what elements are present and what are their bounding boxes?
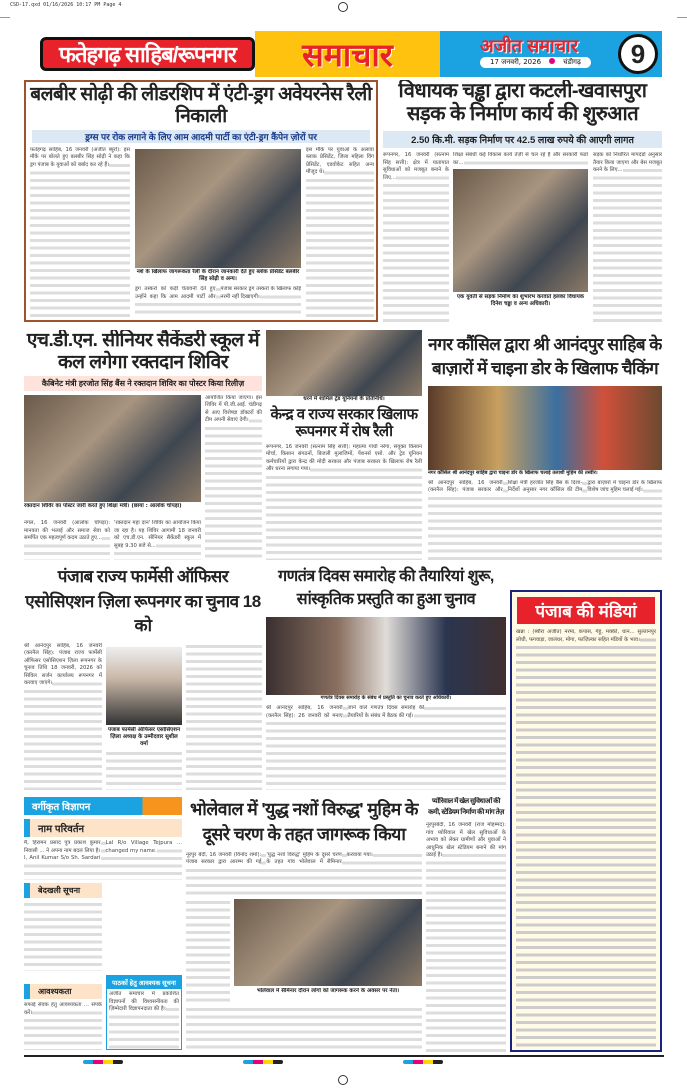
- subheadline: ड्रग्स पर रोक लगाने के लिए आम आदमी पार्टी का एंटी-ड्रग कैंपेन ज़ोरों पर: [32, 130, 370, 143]
- article-body: आयोजित किया जाएगा। इस शिविर में पी.जी.आई. चंडीगढ़ से आए विशेषज्ञ डॉक्टरों की टीम अपनी सेवाएं देगी।: [205, 395, 262, 560]
- article-columns: [186, 852, 422, 1052]
- paper-info: [440, 31, 662, 77]
- reader-notice: [106, 975, 182, 1050]
- article-body: ड्रग तस्करों को कड़ी चेतावनी देते हुए उन्होंने कहा कि आम आदमी पार्टी और पंजाब सरकार ड्रग तस्करों के खिलाफ कोई नरमी नहीं दिखाएगी।: [135, 286, 301, 318]
- article-body: सड़क को निर्धारित मापदंडों अनुसार तैयार किया जाएगा और बेस मजबूत करने के लिए...: [593, 152, 662, 322]
- photo-caption: गणतंत्र दिवस समारोह के संबंध में प्रस्तुति का चुनाव करते हुए अधिकारी।: [320, 695, 452, 702]
- headline: गणतंत्र दिवस समारोह की तैयारियां शुरू, सांस्कृतिक प्रस्तुति का हुआ चुनाव: [278, 568, 494, 609]
- color-registration-bar: [83, 1060, 123, 1064]
- name-change-heading: नाम परिवर्तन: [24, 819, 182, 837]
- headline: एच.डी.एन. सीनियर सैकेंडरी स्कूल में कल लगेगा रक्तदान शिविर: [26, 330, 260, 373]
- crop-mark: [0, 17, 10, 18]
- photo-caption: नशे के खिलाफ जागरूकता रैली के दौरान जानकारी देते हुए ब्लॉक प्रेसिडेंट बलबीर सिंह सोढ़ी व अन्य।: [136, 269, 300, 282]
- photo-caption: पंजाब फार्मेसी ऑफिसर एसोसिएशन ज़िला अध्यक्ष के उम्मीदवार सुशील वर्मा: [107, 727, 181, 747]
- article-china-dor: [428, 333, 662, 563]
- article-body: श्री आनंदपुर साहिब, 16 जनवरी (करनैल सिंह): पंजाब राज्य फार्मेसी ऑफिसर एसोसिएशन ज़िला रूपनगर के चुनाव तिथि 18 जनवरी, 2026 को सिविल सर्जन कार्यालय रूपनगर में करवाए जाएंगे।: [24, 643, 102, 790]
- masthead: [24, 31, 662, 77]
- candidate-column: [106, 647, 182, 790]
- article-body: [186, 1006, 422, 1052]
- road-photo: [453, 169, 588, 292]
- photo-caption: धरने में शामिल ट्रेड यूनियनों के प्रतिनिधि।: [303, 396, 385, 402]
- article-anti-drug-rally: [24, 80, 378, 322]
- poster-release-photo: [24, 395, 201, 502]
- classified-title: वर्गीकृत विज्ञापन: [24, 797, 182, 815]
- rally-photo: [135, 149, 301, 268]
- article-body: [106, 750, 182, 790]
- article-columns: [383, 152, 662, 322]
- color-registration-bar: [403, 1060, 443, 1064]
- headline: प्योरिवाल में खेल सुविधाओं की कमी, स्टेडियम निर्माण की मांग तेज़: [428, 798, 504, 816]
- article-blood-donation: [24, 330, 262, 560]
- article-body: इस मौके पर युवाओं के अलावा ब्लाक प्रेसिडेंट, जिला महिला विंग प्रेसिडेंट, एडवोकेट सहित अन्य मौजूद थे।: [306, 147, 374, 318]
- article-body: फतेहगढ़ साहिब, 16 जनवरी (अजीत ब्यूरो): इस मौके पर बोलते हुए बलबीर सिंह सोढ़ी ने कहा कि ड्रग पंजाब के युवाओं को बर्बाद कर रहे हैं।: [30, 147, 130, 318]
- photo-caption: नगर कौंसिल श्री आनंदपुर साहिब द्वारा चाइना डोर के खिलाफ चलाई तलाशी मुहिम की तस्वीर।: [428, 469, 598, 476]
- article-body: रूपनगर, 16 जनवरी (सत्नाम सिंह सत्ती): क्षेत्र में यातायात सुविधाओं को मजबूत बनाने के लिए...: [383, 152, 449, 322]
- meeting-photo: [266, 617, 506, 695]
- article-road-construction: [383, 80, 662, 322]
- classifieds: [24, 797, 182, 1052]
- requirement-ads: सफाई सेवक हेतु आवश्यकता ... संपर्क करें।: [24, 1002, 102, 1050]
- seminar-photo: [234, 899, 422, 986]
- headline: बलबीर सोढ़ी की लीडरशिप में एंटी-ड्रग अवेयरनेस रैली निकाली: [30, 84, 372, 127]
- article-drug-campaign: [186, 797, 422, 1052]
- section-title: फतेहगढ़ साहिब/रूपनगर: [40, 37, 255, 71]
- photo-caption: भोलेवाल में सैमिनार दौरान लोगों को जागरूक करने के अवसर पर नेता।: [256, 988, 400, 994]
- mandi-rates-text: खन्ना : (ब्यौरा अजीत) नरमा, कपास, गेहूं, मक्की, धान... सुल्तानपुर लोधी, फगवाड़ा, जालंधर, मोगा, फाज़िल्का सहित मंडियों के भाव।: [516, 629, 656, 1049]
- city: चंडीगढ़: [563, 58, 581, 66]
- article-body: [186, 643, 262, 790]
- headline: विधायक चड्ढा द्वारा कटली-खवासपुरा सड़क के निर्माण कार्य की शुरुआत: [398, 80, 647, 125]
- print-slug: CSD-17.qxd 01/16/2026 10:17 PM Page 4: [10, 2, 122, 8]
- headline: नगर कौंसिल द्वारा श्री आनंदपुर साहिब के बाज़ारों में चाइना डोर के खिलाफ चैकिंग: [428, 335, 662, 378]
- dot-icon: [549, 58, 555, 64]
- article-body: श्री आनंदपुर साहिब, 16 जनवरी (करनैल सिंह): 26 जनवरी को मनाए जाने वाले गणतंत्र दिवस समारोह की तैयारियों के संबंध में बैठक की गई।: [266, 705, 506, 790]
- headline: भोलेवाल में 'युद्ध नशों विरुद्ध' मुहिम के दूसरे चरण के तहत जागरूक किया: [190, 799, 418, 845]
- article-sports-stadium: [426, 797, 506, 1052]
- article-protest-rally: [266, 330, 422, 560]
- article-body: रूपनगर, 16 जनवरी (सत्नाम सिंह सत्ती): महात्मा गांधी नरेगा, संयुक्त किसान मोर्चा, किसान संगठनों, बिजली मुलाजिमों, पेंशनर्स एसो. और ट्रेड यूनियन कर्मचारियों द्वारा केन्द्र की मोदी सरकार और पंजाब सरकार के खिलाफ रोष रैली और धरना लगाया गया।: [266, 444, 422, 561]
- page-bottom-rule: [24, 1055, 664, 1057]
- crop-mark: [677, 17, 687, 18]
- headline: केन्द्र व राज्य सरकार खिलाफ रूपनगर में रोष रैली: [270, 406, 418, 441]
- headline: पंजाब राज्य फार्मेसी ऑफिसर एसोसिएशन ज़िला रूपनगर का चुनाव 18 को: [25, 567, 261, 636]
- name-change-ads: मैं, हिरामन प्रसाद पुत्र प्रकाश कुमार निवासी ... ने अपना नाम बदल लिया है। I, Anil Kumar S/o Sh. Sardari Lal R/o Village Tejpura ... changed my name.: [24, 840, 182, 880]
- article-body: नूरपुर बेदी, 16 जनवरी (विनोद शर्मा): पंजाब सरकार द्वारा आरम्भ की गई 'युद्ध नशों विरुद्ध' मुहिम के दूसरे चरण के तहत गांव भोलेवाल में सैमिनार करवाया गया।: [186, 852, 422, 896]
- article-columns: [26, 147, 376, 320]
- checking-photo: [428, 386, 662, 470]
- article-body: 'रक्तदान महा दान' शिविर का आयोजन किया जा रहा है। यह शिविर आगामी 18 जनवरी को एच.डी.एन. सीनियर सैकेंडरी स्कूल में सुबह 9.30 बजे से...: [114, 520, 201, 560]
- article-republic-day: [266, 565, 506, 790]
- article-body: [186, 899, 230, 1002]
- mandi-title: पंजाब की मंडियां: [517, 597, 655, 624]
- article-body: नूरपुरबेदी, 16 जनवरी (राज मोहम्मद): गांव प्योरिवाल में खेल सुविधाओं के अभाव को लेकर ग्रामीणों और युवाओं ने आधुनिक खेल स्टेडियम बनाने की मांग उठाई है।: [426, 822, 506, 1052]
- requirement-heading: आवश्यकता: [24, 984, 102, 999]
- photo-caption: रक्तदान शिविर का पोस्टर जारी करते हुए शिक्षा मंत्री। (छाया : आलोक चोपड़ा): [24, 503, 182, 509]
- photo-caption: एक युवती से सड़क निर्माण का शुभारंभ करवाते हलका विधायक दिनेश चड्ढा व अन्य अधिकारी।: [457, 294, 584, 307]
- article-body: श्री आनंदपुर साहिब, 16 जनवरी (करनैल सिंह): पंजाब सरकार और शिक्षा मंत्री हरजोत सिंह बैंस के दिशा-निर्देशों अनुसार नगर कौंसिल की टीम द्वारा बाज़ारों में चाइना डोर के खिलाफ विशेष जांच मुहिम चलाई गई।: [428, 480, 662, 563]
- dateline: [480, 57, 591, 68]
- registration-mark: [338, 1075, 348, 1085]
- page-number: 9: [618, 34, 658, 74]
- color-registration-bar: [243, 1060, 283, 1064]
- section-label: समाचार: [255, 31, 440, 77]
- paper-name: अजीत समाचार: [480, 36, 579, 56]
- article-columns: [24, 395, 262, 560]
- protest-photo: [266, 330, 422, 396]
- eviction-heading: बेदखली सूचना: [24, 883, 102, 898]
- reader-notice-title: पाठकों हेतु आवश्यक सूचना: [107, 976, 181, 989]
- subheadline: 2.50 कि.मी. सड़क निर्माण पर 42.5 लाख रुपये की आएगी लागत: [383, 131, 662, 148]
- candidate-photo: [106, 647, 182, 725]
- article-body: शिक्षा संबंधी कई विकास कार्य तेज़ी से चल रहे हैं और सरकारी फंडों का...: [453, 152, 588, 166]
- reader-notice-text: अजीत समाचार में प्रकाशित विज्ञापनों की विश्वसनीयता की ज़िम्मेदारी विज्ञापनदाता की है।: [109, 991, 179, 1049]
- date: 17 जनवरी, 2026: [490, 58, 542, 66]
- punjab-mandi-rates: [510, 590, 662, 1052]
- eviction-ads: [24, 901, 102, 971]
- registration-mark: [338, 2, 348, 12]
- article-columns: [24, 643, 262, 790]
- subheadline: कैबिनेट मंत्री हरजोत सिंह बैंस ने रक्तदान शिविर का पोस्टर किया रिलीज़: [24, 376, 262, 391]
- article-pharmacy-election: [24, 565, 262, 790]
- article-body: नंगल, 16 जनवरी (आलोक चोपड़ा): मानवता की भलाई और समाज सेवा को समर्पित एक महत्वपूर्ण कदम उठाते हुए...: [24, 520, 110, 560]
